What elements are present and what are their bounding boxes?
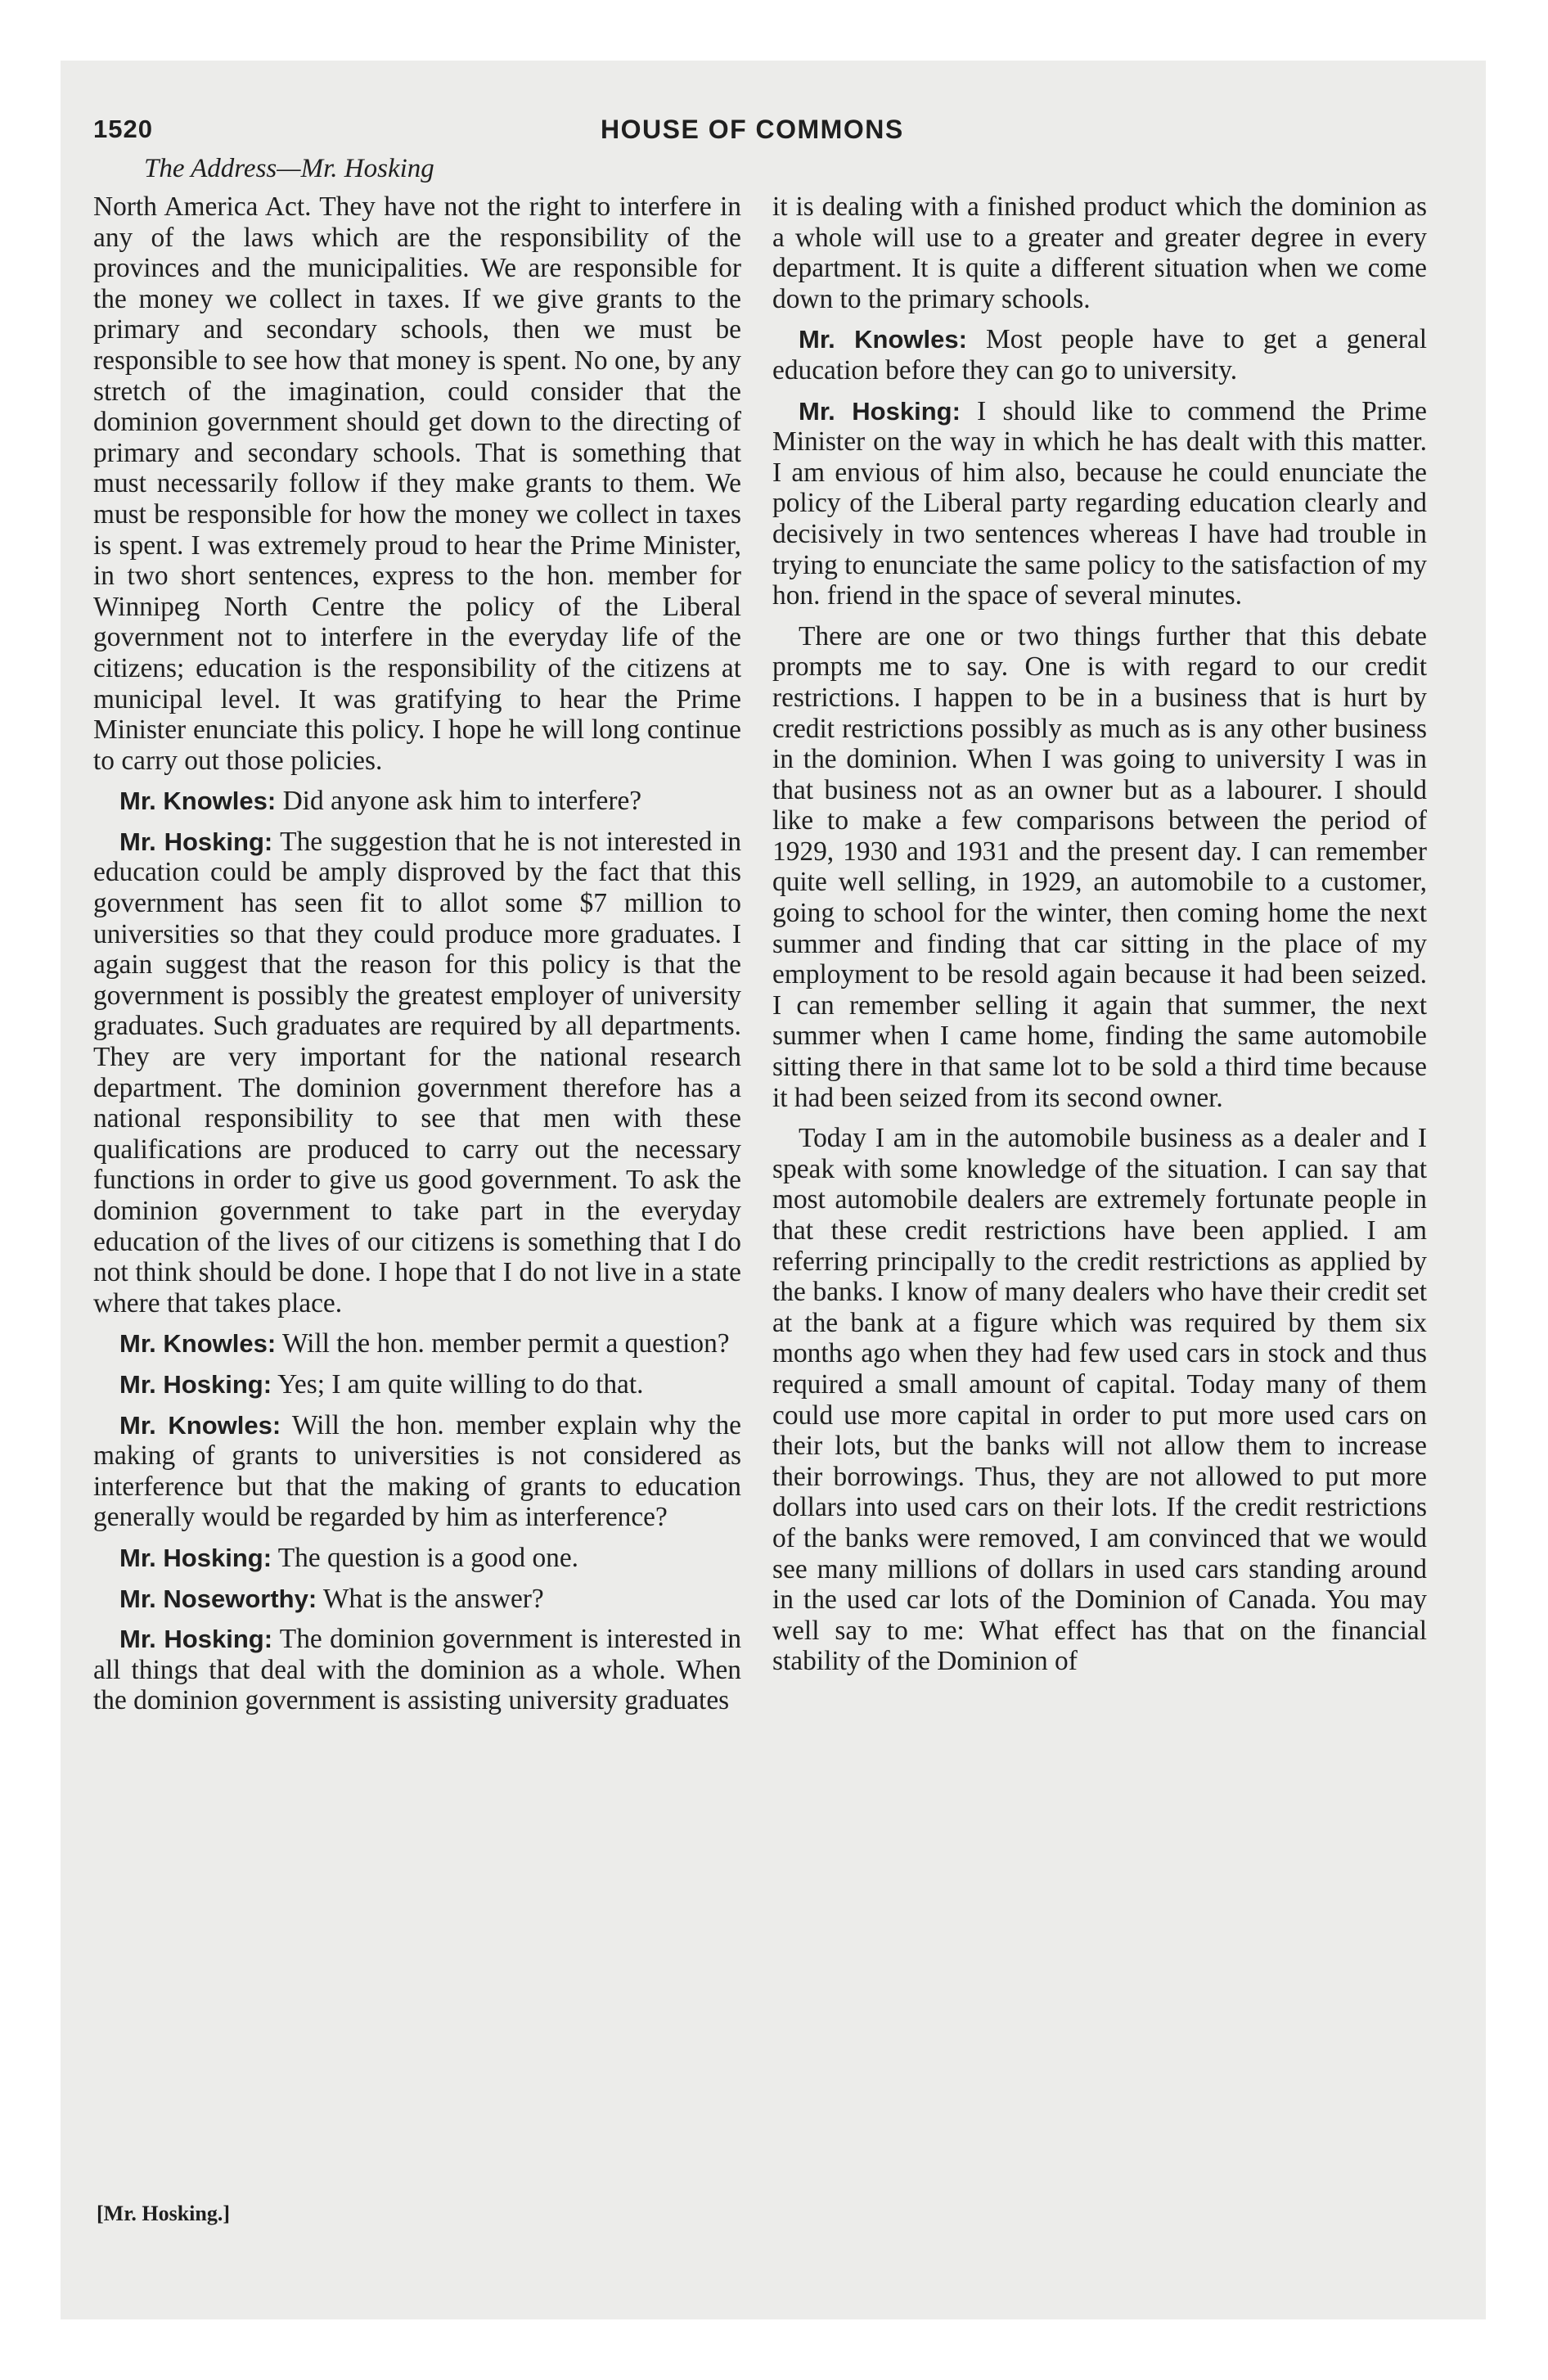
- paragraph: Mr. Knowles: Will the hon. member explain why the making of grants to universities is not considered as interference but that the making of grants to education generally would be regarded by him as interference?: [93, 1409, 741, 1533]
- section-subhead: The Address—Mr. Hosking: [144, 154, 434, 183]
- paragraph: Mr. Hosking: I should like to commend the Prime Minister on the way in which he has dealt with this matter. I am envious of him also, because he could enunciate the policy of the Liberal party regarding education clearly and decisively in two sentences whereas I have had trouble in trying to enunciate the same policy to the satisfaction of my hon. friend in the space of several minutes.: [772, 395, 1427, 611]
- paragraph: Mr. Knowles: Will the hon. member permit a question?: [119, 1328, 730, 1359]
- paragraph: Today I am in the automobile business as a dealer and I speak with some knowledge of the situation. I can say that most automobile dealers are extremely fortunate people in that these credit restrictions have been applied. I am referring principally to the credit restrictions as applied by the banks. I know of many dealers who have their credit set at the bank at a figure which was required by them six months ago when they had few used cars in stock and thus required a small amount of capital. Today many of them could use more capital in order to put more used cars on their lots, but the banks will not allow them to increase their borrowings. Thus, they are not allowed to put more dollars into used cars on their lots. If the credit restrictions of the banks were removed, I am convinced that we would see many millions of dollars in used cars standing around in the used car lots of the Dominion of Canada. You may well say to me: What effect has that on the financial stability of the Dominion of: [772, 1123, 1427, 1677]
- paragraph: Mr. Hosking: The suggestion that he is not interested in education could be amply disproved by the fact that this government has seen fit to allot some $7 million to universities so that they could produce more graduates. I again suggest that the reason for this policy is that the government is possibly the greatest employer of university graduates. Such graduates are required by all departments. They are very important for the national research department. The dominion government therefore has a national responsibility to see that men with these qualifications are produced to carry out the necessary functions in order to give us good government. To ask the dominion government to take part in the everyday education of the lives of our citizens is something that I do not think should be done. I hope that I do not live in a state where that takes place.: [93, 826, 742, 1318]
- speaker-name: Mr. Noseworthy:: [119, 1584, 317, 1613]
- page-header: [93, 115, 1468, 156]
- paragraph: There are one or two things further that this debate prompts me to say. One is with regard to our credit restrictions. I happen to be in a business that is hurt by credit restrictions possibly as much as is any other business in the dominion. When I was going to university I was in that business not as an owner but as a labourer. I should like to make a few comparisons between the period of 1929, 1930 and 1931 and the present day. I can remember quite well selling, in 1929, an automobile to a customer, going to school for the winter, then coming home the next summer and finding that car sitting in the place of my employment to be resold again because it had been seized. I can remember selling it again that summer, the next summer when I came home, finding the same automobile sitting there in that same lot to be sold a third time because it had been seized from its second owner.: [772, 620, 1427, 1113]
- paragraph: it is dealing with a finished product which the dominion as a whole will use to a greater and greater degree in every department. It is quite a different situation when we come down to the primary schools.: [772, 192, 1427, 314]
- speaker-name: Mr. Hosking:: [119, 1369, 272, 1399]
- speaker-name: Mr. Knowles:: [119, 1410, 281, 1440]
- right-column: [772, 192, 1427, 1687]
- left-column: [93, 192, 741, 1726]
- speaker-name: Mr. Knowles:: [119, 1329, 277, 1359]
- speaker-name: Mr. Hosking:: [119, 1543, 272, 1572]
- page-number: 1520: [93, 115, 153, 143]
- paragraph: Mr. Hosking: Yes; I am quite willing to do that.: [119, 1368, 644, 1400]
- paragraph: Mr. Hosking: The dominion government is interested in all things that deal with the dominion as a whole. When the dominion government is assisting university graduates: [93, 1624, 742, 1716]
- running-title: HOUSE OF COMMONS: [601, 115, 904, 144]
- speaker-name: Mr. Hosking:: [119, 827, 273, 856]
- paragraph: North America Act. They have not the right to interfere in any of the laws which are the responsibility of the provinces and the municipalities. We are responsible for the money we collect in taxes. If we give grants to the primary and secondary schools, then we must be responsible to see how that money is spent. No one, by any stretch of the imagination, could consider that the dominion government should get down to the directing of primary and secondary schools. That is something that must necessarily follow if they make grants to them. We must be responsible for how the money we collect in taxes is spent. I was extremely proud to hear the Prime Minister, in two short sentences, express to the hon. member for Winnipeg North Centre the policy of the Liberal government not to interfere in the everyday life of the citizens; education is the responsibility of the citizens at municipal level. It was gratifying to hear the Prime Minister enunciate this policy. I hope he will long continue to carry out those policies.: [93, 192, 741, 776]
- speaker-name: Mr. Hosking:: [119, 1625, 273, 1654]
- speaker-name: Mr. Knowles:: [799, 325, 967, 354]
- paragraph: Mr. Noseworthy: What is the answer?: [119, 1583, 544, 1614]
- paragraph: Mr. Knowles: Did anyone ask him to interfere?: [119, 786, 642, 817]
- paragraph: Mr. Knowles: Most people have to get a general education before they can go to university.: [772, 324, 1427, 385]
- speaker-name: Mr. Knowles:: [119, 787, 277, 816]
- speaker-name: Mr. Hosking:: [799, 396, 961, 426]
- paragraph: Mr. Hosking: The question is a good one.: [119, 1542, 578, 1573]
- footer-speaker-note: [Mr. Hosking.]: [97, 2202, 230, 2225]
